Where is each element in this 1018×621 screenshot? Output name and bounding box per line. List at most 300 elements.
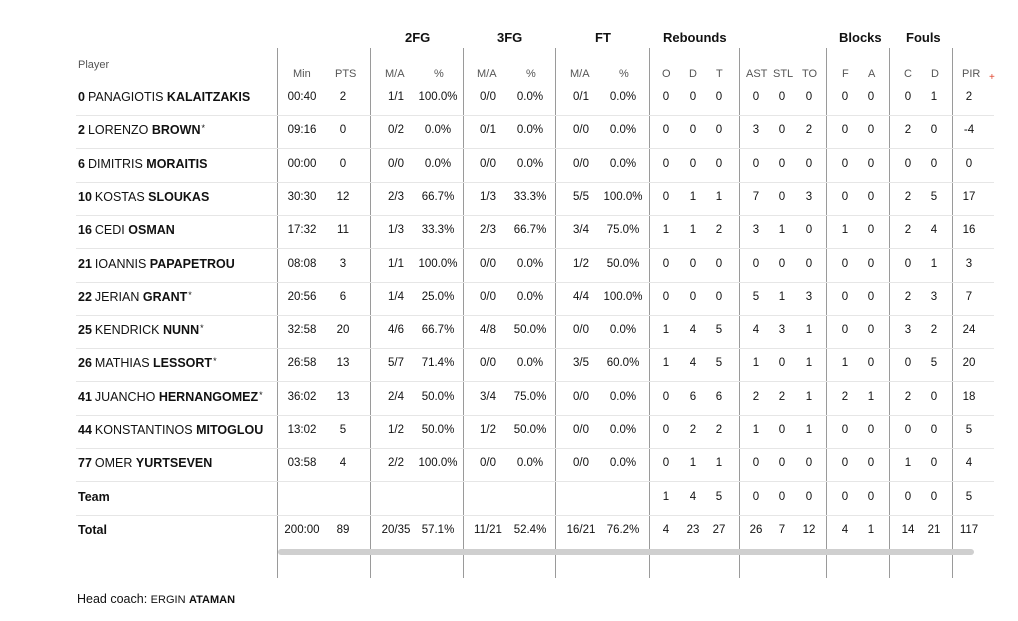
stat-ast: 1: [752, 424, 760, 436]
player-number: 6: [78, 156, 85, 171]
column-header-reb-d[interactable]: D: [689, 68, 697, 80]
stat-foul-d: 0: [930, 124, 938, 137]
stat-blk-f: 0: [841, 457, 849, 470]
stat-pir: 18: [962, 390, 976, 403]
column-header-2fg-pct[interactable]: %: [434, 68, 444, 80]
column-header-3fg-pct[interactable]: %: [526, 68, 536, 80]
stat-3fg-pct: 52.4%: [513, 523, 547, 536]
stat-reb-o: 0: [662, 124, 670, 137]
team-label: Team: [78, 489, 110, 504]
stat-ft-ma: 0/1: [573, 91, 589, 103]
stat-pir: 0: [965, 157, 973, 170]
stat-pts: 4: [339, 457, 347, 470]
player-name[interactable]: [78, 390, 263, 404]
stat-reb-d: 4: [689, 490, 697, 503]
stat-reb-d: 1: [689, 224, 697, 237]
head-coach: [77, 592, 235, 606]
stat-ast: 2: [752, 390, 760, 403]
table-row[interactable]: [76, 415, 994, 449]
stat-min: 09:16: [287, 124, 317, 137]
stat-reb-d: 4: [689, 324, 697, 337]
stat-blk-a: 0: [867, 290, 875, 303]
column-header-reb-o[interactable]: O: [662, 68, 671, 80]
stat-2fg-pct: 100.0%: [418, 91, 458, 103]
stat-foul-d: 5: [930, 190, 938, 203]
stat-foul-c: 14: [901, 523, 915, 536]
stat-blk-a: 0: [867, 357, 875, 370]
stat-pts: 13: [336, 357, 350, 370]
stat-reb-d: 0: [689, 157, 697, 170]
stat-ft-ma: 0/0: [573, 324, 589, 337]
player-first-name: JUANCHO: [94, 389, 156, 404]
stat-ft-ma: 0/0: [573, 157, 589, 170]
stat-to: 1: [805, 424, 813, 436]
player-last-name: LESSORT: [153, 356, 213, 371]
stat-reb-t: 27: [712, 523, 726, 536]
player-number: 2: [78, 123, 85, 138]
stat-min: 30:30: [287, 190, 317, 203]
player-first-name: KONSTANTINOS: [94, 423, 193, 437]
stat-2fg-pct: 66.7%: [421, 190, 455, 203]
stat-2fg-ma: 0/0: [388, 157, 404, 170]
table-row[interactable]: [76, 82, 994, 116]
stat-2fg-pct: 66.7%: [421, 324, 455, 337]
stat-blk-a: 0: [867, 190, 875, 203]
stat-3fg-ma: 3/4: [480, 390, 496, 403]
stat-pir: 4: [965, 457, 973, 470]
stat-stl: 3: [778, 324, 786, 337]
stat-ft-pct: 0.0%: [609, 157, 637, 170]
stat-2fg-ma: 1/3: [388, 224, 404, 237]
stat-pir: 17: [962, 190, 976, 203]
stat-3fg-pct: 33.3%: [513, 190, 547, 203]
stat-blk-a: 0: [867, 224, 875, 237]
stat-blk-f: 0: [841, 257, 849, 270]
stat-2fg-ma: 1/1: [388, 91, 404, 103]
stat-reb-t: 0: [715, 124, 723, 137]
stat-pts: 13: [336, 390, 350, 403]
player-name[interactable]: [78, 257, 235, 271]
stat-reb-d: 0: [689, 124, 697, 137]
stat-reb-t: 0: [715, 290, 723, 303]
column-header-min[interactable]: Min: [293, 68, 311, 80]
table-row[interactable]: [76, 249, 994, 283]
stat-ft-pct: 76.2%: [606, 523, 640, 536]
stat-to: 1: [805, 390, 813, 403]
starter-marker: *: [200, 323, 204, 334]
stat-stl: 1: [778, 224, 786, 237]
group-header-fouls: Fouls: [906, 30, 941, 45]
stat-blk-a: 0: [867, 324, 875, 337]
player-first-name: KENDRICK: [94, 323, 160, 338]
group-header-3fg: 3FG: [497, 30, 523, 45]
stat-reb-d: 2: [689, 424, 697, 436]
stat-reb-o: 0: [662, 390, 670, 403]
stat-3fg-ma: 0/1: [480, 124, 496, 137]
column-header-to[interactable]: TO: [802, 68, 818, 80]
stat-reb-t: 5: [715, 324, 723, 337]
stat-reb-d: 0: [689, 91, 697, 103]
table-row[interactable]: [76, 382, 994, 416]
stat-ast: 3: [752, 224, 760, 237]
stat-reb-t: 2: [715, 224, 723, 237]
stat-reb-d: 4: [689, 357, 697, 370]
stat-2fg-ma: 2/2: [388, 457, 404, 470]
stat-min: 17:32: [287, 224, 317, 237]
stat-2fg-pct: 0.0%: [424, 157, 452, 170]
stat-2fg-pct: 33.3%: [421, 224, 455, 237]
team-row: [76, 482, 994, 516]
column-header-pir[interactable]: PIR: [962, 68, 981, 80]
player-number: 44: [78, 423, 92, 437]
stat-reb-t: 5: [715, 490, 723, 503]
stat-3fg-ma: 0/0: [480, 457, 496, 470]
stat-min: 20:56: [287, 290, 317, 303]
player-number: 22: [78, 289, 92, 304]
stat-ast: 0: [752, 257, 760, 270]
stat-ast: 4: [752, 324, 760, 337]
stat-reb-d: 6: [689, 390, 697, 403]
stat-ast: 0: [752, 91, 760, 103]
stat-pts: 0: [339, 124, 347, 137]
stat-blk-f: 0: [841, 190, 849, 203]
stat-2fg-pct: 100.0%: [418, 457, 458, 470]
stat-foul-c: 0: [904, 490, 912, 503]
stat-stl: 0: [778, 490, 786, 503]
stat-blk-f: 0: [841, 424, 849, 436]
column-header-pts[interactable]: PTS: [335, 68, 357, 80]
stat-foul-c: 0: [904, 257, 912, 270]
stat-foul-c: 0: [904, 91, 912, 103]
player-number: 77: [78, 456, 92, 471]
stat-2fg-pct: 57.1%: [421, 523, 455, 536]
stat-blk-f: 2: [841, 390, 849, 403]
stat-3fg-pct: 0.0%: [516, 91, 544, 103]
stat-pts: 11: [337, 224, 349, 237]
stat-ast: 3: [752, 124, 760, 137]
stat-3fg-pct: 75.0%: [513, 390, 547, 403]
stat-min: 00:00: [287, 157, 317, 170]
stat-pts: 12: [336, 190, 350, 203]
stat-to: 3: [805, 190, 813, 203]
stat-ft-pct: 0.0%: [609, 124, 637, 137]
head-coach-label: Head coach:: [77, 592, 148, 606]
horizontal-scrollbar[interactable]: [278, 549, 974, 555]
stat-blk-f: 1: [841, 224, 849, 237]
table-row[interactable]: [76, 149, 994, 183]
player-name[interactable]: [78, 356, 217, 370]
player-first-name: CEDI: [94, 223, 125, 238]
stat-reb-t: 1: [715, 190, 723, 203]
stat-blk-f: 0: [841, 91, 849, 103]
column-header-ft-ma[interactable]: M/A: [570, 68, 590, 80]
player-name[interactable]: [78, 190, 209, 204]
stat-pir: 16: [962, 224, 976, 237]
stat-pir: 5: [965, 490, 973, 503]
stat-reb-o: 0: [662, 424, 670, 436]
stat-reb-o: 1: [662, 324, 670, 337]
stat-3fg-ma: 0/0: [480, 290, 496, 303]
starter-marker: *: [201, 123, 205, 134]
stat-reb-t: 0: [715, 91, 723, 103]
stat-3fg-pct: 0.0%: [516, 124, 544, 137]
table-row[interactable]: [76, 348, 994, 382]
stat-ft-ma: 0/0: [573, 457, 589, 470]
stat-to: 0: [805, 157, 813, 170]
stat-ft-pct: 0.0%: [609, 424, 637, 436]
stat-stl: 0: [778, 424, 786, 436]
stat-3fg-ma: 4/8: [480, 324, 496, 337]
table-row[interactable]: [76, 315, 994, 349]
player-name[interactable]: [78, 157, 207, 171]
player-number: 25: [78, 323, 92, 338]
stat-foul-d: 0: [930, 424, 938, 436]
stat-3fg-ma: 0/0: [480, 357, 496, 370]
stat-blk-a: 0: [867, 490, 875, 503]
player-number: 10: [78, 189, 92, 204]
stat-3fg-pct: 0.0%: [516, 157, 544, 170]
stat-foul-d: 2: [930, 324, 938, 337]
player-last-name: BROWN: [151, 123, 201, 138]
table-row[interactable]: [76, 115, 994, 149]
stat-pir: 7: [965, 290, 973, 303]
stat-min: 200:00: [284, 523, 320, 536]
stat-foul-c: 0: [904, 157, 912, 170]
table-row[interactable]: [76, 215, 994, 249]
stat-pts: 20: [336, 324, 350, 337]
stat-to: 1: [805, 324, 813, 337]
stat-foul-c: 2: [904, 190, 912, 203]
stat-blk-f: 0: [841, 157, 849, 170]
player-last-name: OSMAN: [128, 223, 175, 238]
stat-to: 0: [805, 91, 813, 103]
stat-blk-f: 0: [841, 490, 849, 503]
stat-reb-o: 1: [662, 357, 670, 370]
stat-foul-d: 0: [930, 157, 938, 170]
stat-2fg-ma: 20/35: [381, 523, 411, 536]
stat-min: 03:58: [287, 457, 317, 470]
stat-reb-t: 6: [715, 390, 723, 403]
player-number: 26: [78, 356, 92, 371]
stat-ft-ma: 0/0: [573, 424, 589, 436]
stat-ft-pct: 0.0%: [609, 457, 637, 470]
stat-to: 1: [805, 357, 813, 370]
head-coach-first-name: ERGIN: [150, 594, 186, 606]
stat-3fg-ma: 0/0: [480, 91, 496, 103]
stat-stl: 0: [778, 124, 786, 137]
column-group-header-row: [76, 28, 994, 48]
stat-reb-o: 0: [662, 91, 670, 103]
stat-blk-a: 0: [867, 157, 875, 170]
column-header-stl[interactable]: STL: [773, 68, 794, 80]
stat-pir: 20: [962, 357, 976, 370]
player-name[interactable]: [78, 90, 250, 104]
column-header-player: Player: [78, 59, 110, 71]
player-last-name: SLOUKAS: [148, 189, 210, 204]
stat-pts: 89: [336, 523, 350, 536]
stat-2fg-ma: 2/3: [388, 190, 404, 203]
stat-foul-d: 21: [927, 523, 941, 536]
stat-reb-d: 1: [689, 190, 697, 203]
stat-blk-f: 0: [841, 124, 849, 137]
stat-to: 0: [805, 457, 813, 470]
stat-pir: 3: [965, 257, 973, 270]
stat-ast: 0: [752, 457, 760, 470]
player-number: 41: [78, 389, 92, 404]
stat-ast: 0: [752, 157, 760, 170]
column-header-3fg-ma[interactable]: M/A: [477, 68, 497, 80]
column-header-blk-a[interactable]: A: [868, 68, 876, 80]
stat-blk-a: 1: [867, 390, 875, 403]
stat-2fg-pct: 0.0%: [424, 124, 452, 137]
player-first-name: LORENZO: [87, 123, 149, 138]
stat-ft-ma: 3/4: [573, 224, 589, 237]
player-name[interactable]: [78, 456, 212, 470]
player-last-name: MORAITIS: [146, 156, 208, 171]
player-first-name: PANAGIOTIS: [87, 90, 164, 104]
table-row[interactable]: [76, 448, 994, 482]
stat-2fg-ma: 4/6: [388, 324, 404, 337]
column-header-foul-c[interactable]: C: [904, 68, 912, 80]
stat-reb-o: 1: [662, 224, 670, 237]
stat-blk-a: 0: [867, 124, 875, 137]
stat-2fg-pct: 100.0%: [418, 257, 458, 270]
stat-min: 26:58: [287, 357, 317, 370]
stat-2fg-ma: 1/1: [388, 257, 404, 270]
column-header-ft-pct[interactable]: %: [619, 68, 629, 80]
stat-foul-d: 0: [930, 390, 938, 403]
stat-3fg-ma: 2/3: [480, 224, 496, 237]
stat-3fg-pct: 0.0%: [516, 457, 544, 470]
player-first-name: OMER: [94, 456, 133, 471]
stat-stl: 0: [778, 157, 786, 170]
stat-reb-d: 0: [689, 290, 697, 303]
column-header-reb-t[interactable]: T: [716, 68, 723, 80]
stat-ft-ma: 16/21: [566, 523, 596, 536]
stat-foul-d: 0: [930, 457, 938, 470]
group-header-2fg: 2FG: [405, 30, 431, 45]
starter-marker: *: [188, 289, 192, 300]
stat-min: 32:58: [287, 324, 317, 337]
stat-foul-c: 1: [904, 457, 912, 470]
stat-pir: -4: [963, 124, 975, 137]
stat-reb-t: 0: [715, 257, 723, 270]
table-row[interactable]: [76, 182, 994, 216]
column-header-foul-d[interactable]: D: [931, 68, 939, 80]
more-columns-icon[interactable]: +: [989, 72, 995, 83]
stat-ft-pct: 100.0%: [603, 190, 643, 203]
stat-stl: 0: [778, 91, 786, 103]
stat-3fg-pct: 0.0%: [516, 357, 544, 370]
stat-2fg-ma: 1/2: [388, 424, 404, 436]
stat-stl: 0: [778, 257, 786, 270]
stat-2fg-ma: 0/2: [388, 124, 404, 137]
stat-stl: 1: [778, 290, 786, 303]
player-name[interactable]: [78, 123, 205, 137]
stat-2fg-pct: 50.0%: [421, 390, 455, 403]
player-first-name: IOANNIS: [94, 256, 147, 271]
total-row: [76, 515, 994, 548]
stat-2fg-pct: 25.0%: [421, 290, 455, 303]
stat-ft-pct: 0.0%: [609, 390, 637, 403]
player-name[interactable]: [78, 323, 204, 337]
stat-reb-o: 0: [662, 457, 670, 470]
player-name[interactable]: [78, 423, 263, 437]
player-number: 0: [78, 90, 85, 104]
stat-min: 13:02: [287, 424, 317, 436]
stat-pts: 2: [339, 91, 347, 103]
stat-foul-c: 2: [904, 390, 912, 403]
stat-2fg-pct: 50.0%: [421, 424, 455, 436]
stat-ast: 26: [749, 523, 763, 536]
stat-reb-t: 0: [715, 157, 723, 170]
stat-reb-o: 0: [662, 157, 670, 170]
stat-foul-c: 2: [904, 290, 912, 303]
stat-blk-a: 0: [867, 91, 875, 103]
stat-min: 36:02: [287, 390, 317, 403]
stat-to: 0: [805, 490, 813, 503]
player-name[interactable]: [78, 290, 192, 304]
player-number: 21: [78, 256, 92, 271]
stat-reb-o: 0: [662, 257, 670, 270]
player-number: 16: [78, 223, 92, 238]
stat-reb-o: 0: [662, 190, 670, 203]
player-last-name: YURTSEVEN: [135, 456, 213, 471]
stat-pir: 117: [959, 523, 979, 536]
stat-min: 08:08: [287, 257, 317, 270]
stat-foul-c: 0: [904, 424, 912, 436]
stat-ast: 1: [752, 357, 760, 370]
stat-3fg-ma: 1/2: [480, 424, 496, 436]
stat-ft-pct: 50.0%: [606, 257, 640, 270]
stat-3fg-pct: 0.0%: [516, 257, 544, 270]
stat-to: 2: [805, 124, 813, 137]
column-header-ast[interactable]: AST: [746, 68, 768, 80]
stat-pts: 6: [339, 290, 347, 303]
player-last-name: MITOGLOU: [196, 423, 264, 437]
stat-ast: 0: [752, 490, 760, 503]
stat-ft-ma: 0/0: [573, 124, 589, 137]
stat-blk-a: 0: [867, 257, 875, 270]
player-name[interactable]: [78, 223, 175, 237]
column-header-blk-f[interactable]: F: [842, 68, 849, 80]
stat-3fg-ma: 0/0: [480, 157, 496, 170]
stat-reb-t: 1: [715, 457, 723, 470]
stat-3fg-ma: 1/3: [480, 190, 496, 203]
table-row[interactable]: [76, 282, 994, 316]
stat-ft-ma: 0/0: [573, 390, 589, 403]
stat-foul-d: 4: [930, 224, 938, 237]
head-coach-last-name: ATAMAN: [189, 594, 236, 606]
player-last-name: NUNN: [162, 323, 200, 338]
stat-foul-d: 1: [930, 91, 938, 103]
stat-reb-o: 0: [662, 290, 670, 303]
stat-reb-t: 5: [715, 357, 723, 370]
stat-ft-ma: 3/5: [573, 357, 589, 370]
stat-blk-f: 0: [841, 290, 849, 303]
stat-2fg-ma: 1/4: [388, 290, 404, 303]
column-header-2fg-ma[interactable]: M/A: [385, 68, 405, 80]
stat-blk-f: 4: [841, 523, 849, 536]
stat-to: 12: [802, 523, 816, 536]
player-last-name: GRANT: [142, 289, 188, 304]
stat-reb-d: 1: [689, 457, 697, 470]
stat-to: 0: [805, 257, 813, 270]
stat-foul-d: 5: [930, 357, 938, 370]
stat-reb-t: 2: [715, 424, 723, 436]
stat-3fg-ma: 0/0: [480, 257, 496, 270]
stat-reb-d: 23: [686, 523, 700, 536]
